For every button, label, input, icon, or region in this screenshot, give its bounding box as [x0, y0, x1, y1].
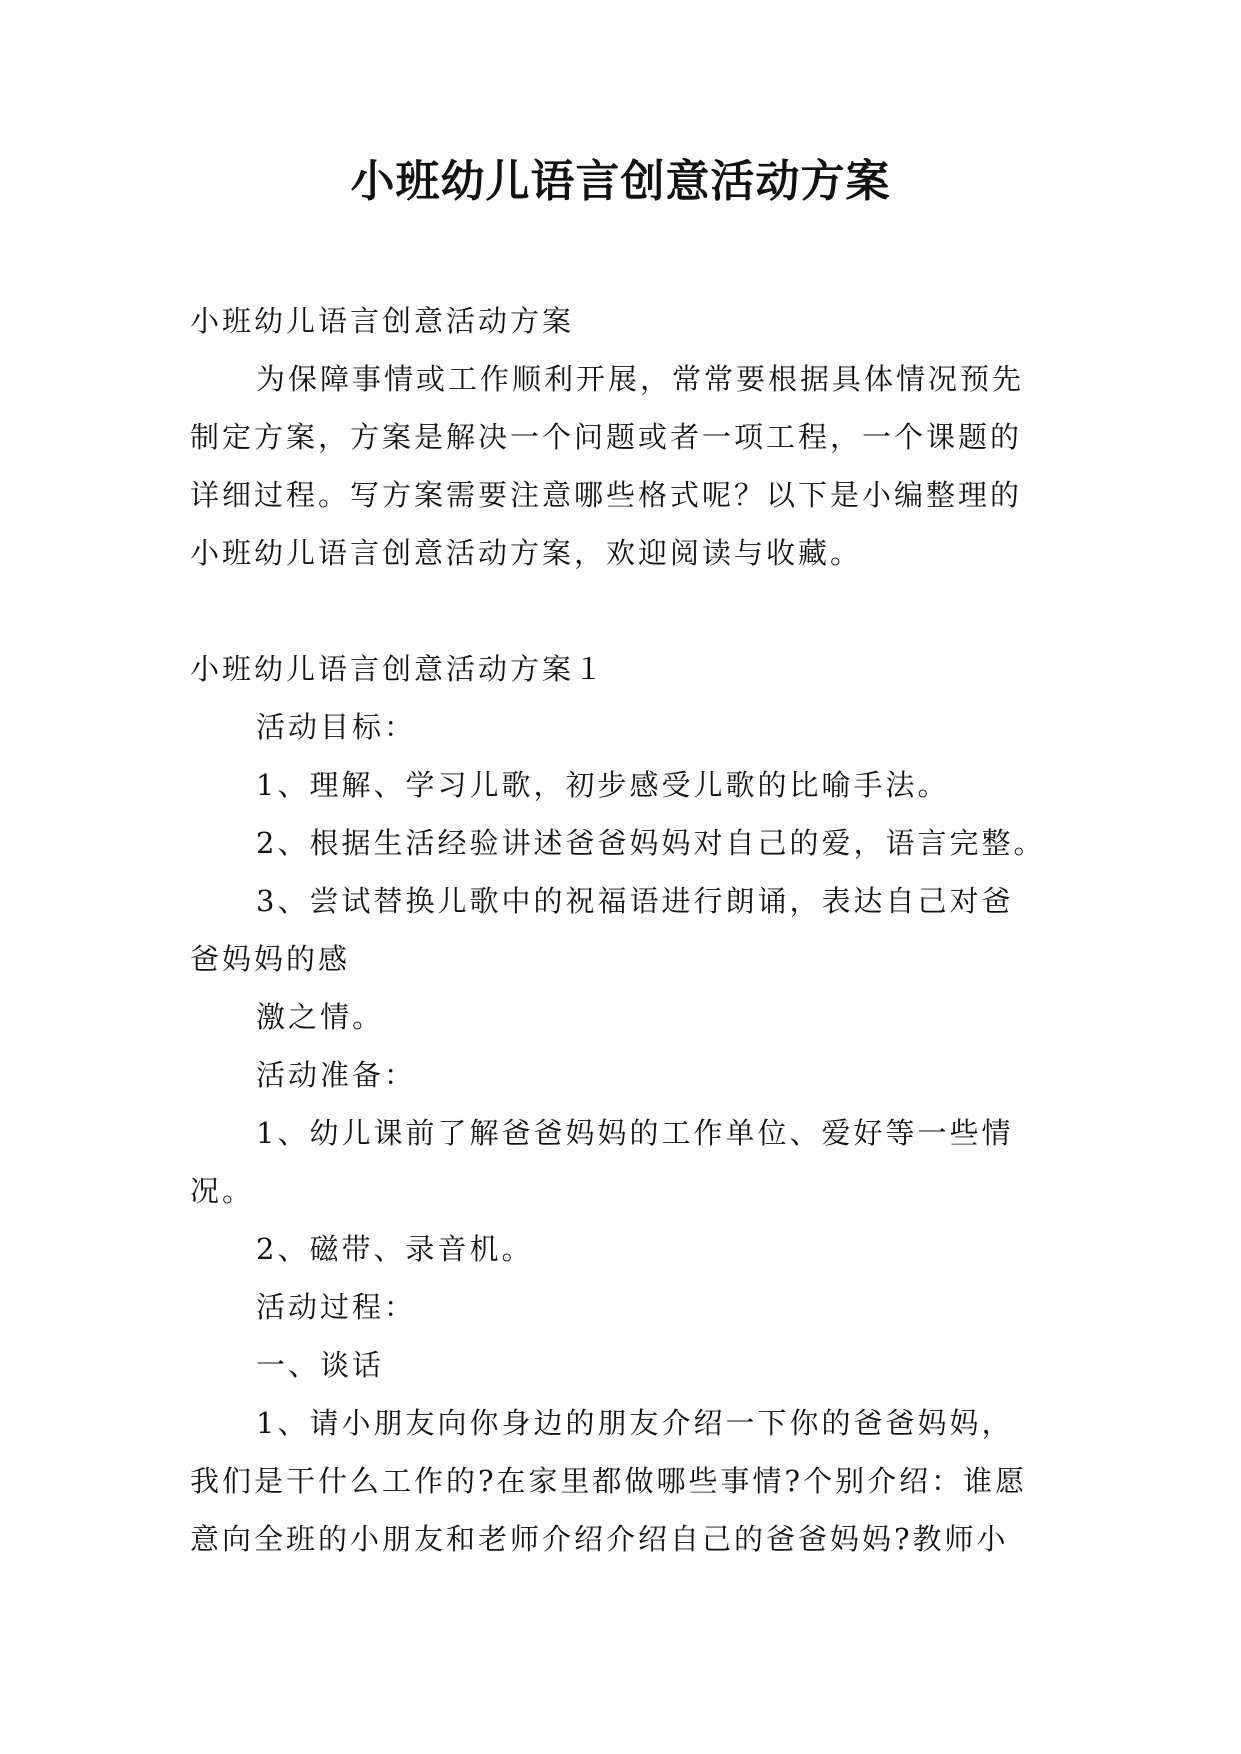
text-line: 2、磁带、录音机。: [256, 1232, 534, 1266]
text-line: 活动目标：: [256, 710, 417, 744]
text-line: 3、尝试替换儿歌中的祝福语进行朗诵，表达自己对爸: [256, 884, 1014, 918]
text-line: 活动准备：: [256, 1058, 417, 1092]
document-body: [190, 292, 1060, 1568]
document-title: 小班幼儿语言创意活动方案: [350, 156, 891, 207]
text-line: 2、根据生活经验讲述爸爸妈妈对自己的爱，语言完整。: [256, 826, 1046, 860]
paragraph-gap: [190, 582, 1060, 640]
text-line: 意向全班的小朋友和老师介绍介绍自己的爸爸妈妈?教师小: [190, 1522, 1009, 1556]
text-line: 活动过程：: [256, 1290, 417, 1324]
text-line: 爸妈妈的感: [190, 942, 351, 976]
text-line: 我们是干什么工作的?在家里都做哪些事情?个别介绍：谁愿: [190, 1464, 1028, 1498]
text-line: 1、理解、学习儿歌，初步感受儿歌的比喻手法。: [256, 768, 950, 802]
text-line: 小班幼儿语言创意活动方案，欢迎阅读与收藏。: [190, 536, 863, 570]
text-line: 激之情。: [256, 1000, 385, 1034]
text-line: 况。: [190, 1174, 255, 1208]
text-line: 详细过程。写方案需要注意哪些格式呢？以下是小编整理的: [190, 478, 1023, 512]
text-line: 为保障事情或工作顺利开展，常常要根据具体情况预先: [256, 362, 1025, 396]
text-line: 1、请小朋友向你身边的朋友介绍一下你的爸爸妈妈，: [256, 1406, 1014, 1440]
text-line: 一、谈话: [256, 1348, 385, 1382]
text-line: 小班幼儿语言创意活动方案１: [190, 652, 607, 686]
text-line: 1、幼儿课前了解爸爸妈妈的工作单位、爱好等一些情: [256, 1116, 1014, 1150]
text-line: 制定方案，方案是解决一个问题或者一项工程，一个课题的: [190, 420, 1023, 454]
text-line: 小班幼儿语言创意活动方案: [190, 304, 575, 338]
